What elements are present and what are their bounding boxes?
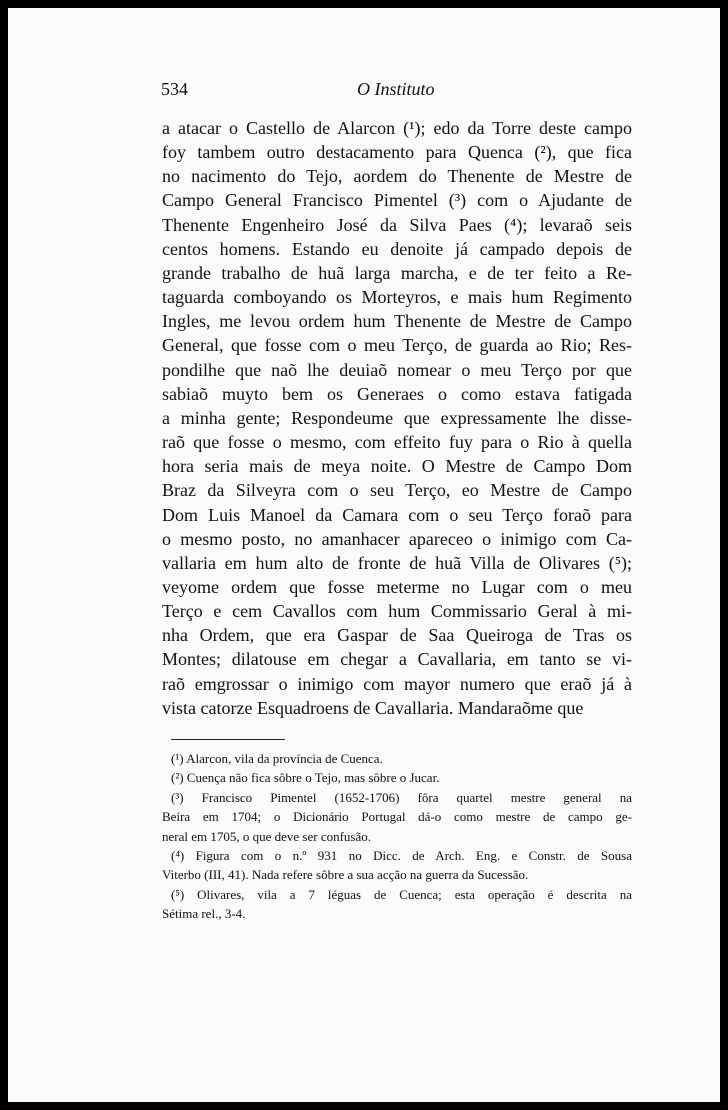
- book-page: [8, 8, 720, 1102]
- text-line: vallaria em hum alto de fronte de huã Villa de Olivares (⁵);: [162, 552, 632, 573]
- text-line: Ingles, me levou ordem hum Thenente de Mestre de Campo: [162, 311, 632, 332]
- text-line: Dom Luis Manoel da Camara com o seu Terço foraõ para: [162, 504, 632, 525]
- footnote-line: (³) Francisco Pimentel (1652-1706) fôra quartel mestre general na: [171, 789, 632, 805]
- text-line: nha Ordem, que era Gaspar de Saa Queiroga de Tras os: [162, 625, 632, 646]
- text-line: foy tambem outro destacamento para Quenca (²), que fica: [162, 142, 632, 163]
- text-line: Thenente Engenheiro José da Silva Paes (⁴); levaraõ seis: [162, 214, 632, 235]
- text-line: General, que fosse com o meu Terço, de guarda ao Rio; Res-: [162, 335, 632, 356]
- footnote-line: Beira em 1704; o Dicionário Portugal dá-o como mestre de campo ge-: [162, 809, 632, 825]
- text-line: o mesmo posto, no amanhacer apareceo o inimigo com Ca-: [162, 528, 632, 549]
- text-line: veyome ordem que fosse meterme no Lugar com o meu: [162, 576, 632, 597]
- footnote-line: Viterbo (III, 41). Nada refere sôbre a sua acção na guerra da Sucessão.: [162, 867, 529, 883]
- footnote: [162, 749, 632, 768]
- text-line: pondilhe que naõ lhe deuiaõ nomear o meu Terço por que: [162, 359, 632, 380]
- footnote-line: neral em 1705, o que deve ser confusão.: [162, 828, 372, 844]
- footnote: [162, 846, 632, 885]
- page-number: 534: [161, 79, 188, 99]
- footnote-line: Sétima rel., 3-4.: [162, 906, 246, 922]
- text-line: grande trabalho de huã larga marcha, e de ter feito a Re-: [162, 262, 632, 283]
- text-line: sabiaõ muyto bem os Generaes o como estava fatigada: [162, 383, 632, 404]
- footnote-line: (²) Cuença não fica sôbre o Tejo, mas sôbre o Jucar.: [171, 770, 440, 786]
- footnote-line: (⁴) Figura com o n.º 931 no Dicc. de Arch. Eng. e Constr. de Sousa: [171, 848, 632, 864]
- body-text: [162, 116, 632, 720]
- text-line: Montes; dilatouse em chegar a Cavallaria, em tanto se vi-: [162, 649, 632, 670]
- text-line: raõ que fosse o mesmo, com effeito fuy para o Rio à quella: [162, 432, 632, 453]
- footnote: [162, 768, 632, 787]
- text-line: raõ emgrossar o inimigo com mayor numero que eraõ já à: [162, 673, 632, 694]
- text-line: Terço e cem Cavallos com hum Commissario Geral à mi-: [162, 601, 632, 622]
- text-line: vista catorze Esquadroens de Cavallaria. Mandaraõme que: [162, 697, 584, 718]
- footnote-line: (⁵) Olivares, vila a 7 léguas de Cuenca; esta operação é descrita na: [171, 886, 632, 902]
- journal-title: O Instituto: [357, 79, 435, 99]
- text-line: Campo General Francisco Pimentel (³) com o Ajudante de: [162, 190, 632, 211]
- text-line: taguarda comboyando os Morteyros, e mais hum Regimento: [162, 287, 632, 308]
- footnotes: [162, 749, 632, 924]
- running-head: [161, 79, 636, 101]
- text-line: a atacar o Castello de Alarcon (¹); edo da Torre deste campo: [162, 118, 632, 138]
- text-line: no nacimento do Tejo, aordem do Thenente de Mestre de: [162, 166, 632, 187]
- text-line: a minha gente; Respondeume que expressamente lhe disse-: [162, 407, 632, 428]
- footnote-rule: [171, 739, 285, 740]
- footnote-line: (¹) Alarcon, vila da província de Cuenca.: [171, 751, 383, 766]
- text-line: centos homens. Estando eu denoite já campado depois de: [162, 238, 632, 259]
- footnote: [162, 788, 632, 846]
- text-line: Braz da Silveyra com o seu Terço, eo Mestre de Campo: [162, 480, 632, 501]
- text-line: hora seria mais de meya noite. O Mestre de Campo Dom: [162, 456, 632, 477]
- footnote: [162, 885, 632, 924]
